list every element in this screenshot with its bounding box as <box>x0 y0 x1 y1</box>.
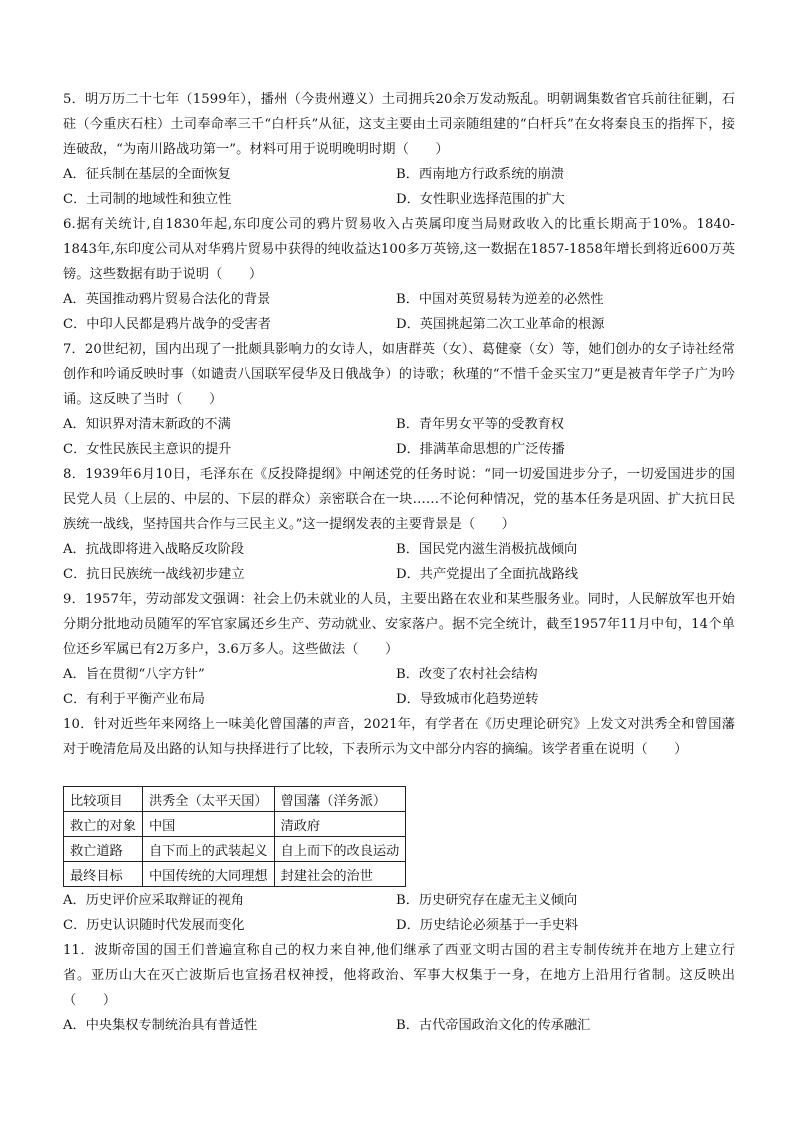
option-b[interactable]: B．历史研究存在虚无主义倾向 <box>396 893 578 908</box>
table-cell: 比较项目 <box>64 787 143 812</box>
question-10-stem: 10．针对近些年来网络上一味美化曾国藩的声音，2021年，有学者在《历史理论研究》上发文对洪秀全和曾国藩对于晚清危局及出路的认知与抉择进行了比较，下表所示为文中部分内容的摘编。该学者重在说明（ ） <box>63 717 735 757</box>
option-a[interactable]: A．知识界对清末新政的不满 <box>63 417 231 432</box>
question-11-stem: 11．波斯帝国的国王们普遍宣称自己的权力来自神,他们继承了西亚文明古国的君主专制传统并在地方上建立行省。亚历山大在灭亡波斯后也宣扬君权神授，他将政治、军事大权集于一身，在地方上沿用行省制。这反映出（ ） <box>63 943 735 1008</box>
table-cell: 最终目标 <box>64 862 143 887</box>
option-a[interactable]: A．旨在贯彻“八字方针” <box>63 667 205 682</box>
option-c[interactable]: C．抗日民族统一战线初步建立 <box>63 567 245 582</box>
table-cell: 自下而上的武装起义 <box>142 837 274 862</box>
option-a[interactable]: A．抗战即将进入战略反攻阶段 <box>63 542 244 557</box>
option-c[interactable]: C．中印人民都是鸦片战争的受害者 <box>63 317 271 332</box>
option-d[interactable]: D．女性职业选择范围的扩大 <box>396 192 565 207</box>
question-9-stem: 9．1957年，劳动部发文强调：社会上仍未就业的人员，主要出路在农业和某些服务业。同时，人民解放军也开始分期分批地动员随军的军官家属还乡生产、劳动就业、安家落户。据不完全统计，截至1957年11月中旬，14个单位还乡军属已有2万多户，3.6万多人。这些做法（ ） <box>63 592 735 657</box>
option-d[interactable]: D．共产党提出了全面抗战路线 <box>396 567 579 582</box>
option-d[interactable]: D．英国挑起第二次工业革命的根源 <box>396 317 605 332</box>
table-cell: 中国传统的大同理想 <box>142 862 274 887</box>
table-cell: 曾国藩（洋务派） <box>274 787 406 812</box>
table-row <box>64 787 406 812</box>
option-a[interactable]: A．征兵制在基层的全面恢复 <box>63 167 231 182</box>
table-cell: 清政府 <box>274 812 406 837</box>
option-c[interactable]: C．土司制的地域性和独立性 <box>63 192 232 207</box>
table-cell: 救亡的对象 <box>64 812 143 837</box>
comparison-table <box>63 786 406 887</box>
table-row <box>64 812 406 837</box>
option-c[interactable]: C．有利于平衡产业布局 <box>63 692 205 707</box>
table-cell: 自上而下的改良运动 <box>274 837 406 862</box>
option-d[interactable]: D．历史结论必须基于一手史料 <box>396 918 579 933</box>
question-6-stem: 6.据有关统计,自1830年起,东印度公司的鸦片贸易收入占英属印度当局财政收入的比重长期高于10%。1840-1843年,东印度公司从对华鸦片贸易中获得的纯收益达100多万英镑,这一数据在1857-1858年增长到将近600万英镑。这些数据有助于说明（ ） <box>63 217 735 282</box>
option-b[interactable]: B．青年男女平等的受教育权 <box>396 417 564 432</box>
option-a[interactable]: A．英国推动鸦片贸易合法化的背景 <box>63 292 271 307</box>
table-cell: 中国 <box>142 812 274 837</box>
option-c[interactable]: C．历史认识随时代发展而变化 <box>63 918 245 933</box>
option-b[interactable]: B．古代帝国政治文化的传承融汇 <box>396 1018 591 1033</box>
table-cell: 封建社会的治世 <box>274 862 406 887</box>
table-row <box>64 837 406 862</box>
option-a[interactable]: A．中央集权专制统治具有普适性 <box>63 1018 258 1033</box>
option-d[interactable]: D．导致城市化趋势逆转 <box>396 692 539 707</box>
question-8-stem: 8．1939年6月10日，毛泽东在《反投降提纲》中阐述党的任务时说：“同一切爱国进步分子，一切爱国进步的国民党人员（上层的、中层的、下层的群众）亲密联合在一块……不论何种情况，党的基本任务是巩固、扩大抗日民族统一战线，坚持国共合作与三民主义。”这一提纲发表的主要背景是（ ） <box>63 467 735 532</box>
option-b[interactable]: B．中国对英贸易转为逆差的必然性 <box>396 292 604 307</box>
option-b[interactable]: B．西南地方行政系统的崩溃 <box>396 167 564 182</box>
table-row <box>64 862 406 887</box>
question-7-stem: 7．20世纪初，国内出现了一批颇具影响力的女诗人，如唐群英（女）、葛健豪（女）等，她们创办的女子诗社经常创作和吟诵反映时事（如谴责八国联军侵华及日俄战争）的诗歌；秋瑾的“不惜千金买宝刀”更是被青年学子广为吟诵。这反映了当时（ ） <box>63 342 735 407</box>
option-c[interactable]: C．女性民族民主意识的提升 <box>63 442 232 457</box>
option-b[interactable]: B．国民党内滋生消极抗战倾向 <box>396 542 578 557</box>
option-d[interactable]: D．排满革命思想的广泛传播 <box>396 442 565 457</box>
table-cell: 洪秀全（太平天国） <box>142 787 274 812</box>
option-a[interactable]: A．历史评价应采取辩证的视角 <box>63 893 244 908</box>
question-5-stem: 5．明万历二十七年（1599年），播州（今贵州遵义）土司拥兵20余万发动叛乱。明朝调集数省官兵前往征剿，石砫（今重庆石柱）土司奉命率三千“白杆兵”从征，这支主要由土司亲随组建的“白杆兵”在女将秦良玉的指挥下，接连破敌，“为南川路战功第一”。材料可用于说明晚明时期（ ） <box>63 92 735 157</box>
table-cell: 救亡道路 <box>64 837 143 862</box>
option-b[interactable]: B．改变了农村社会结构 <box>396 667 538 682</box>
